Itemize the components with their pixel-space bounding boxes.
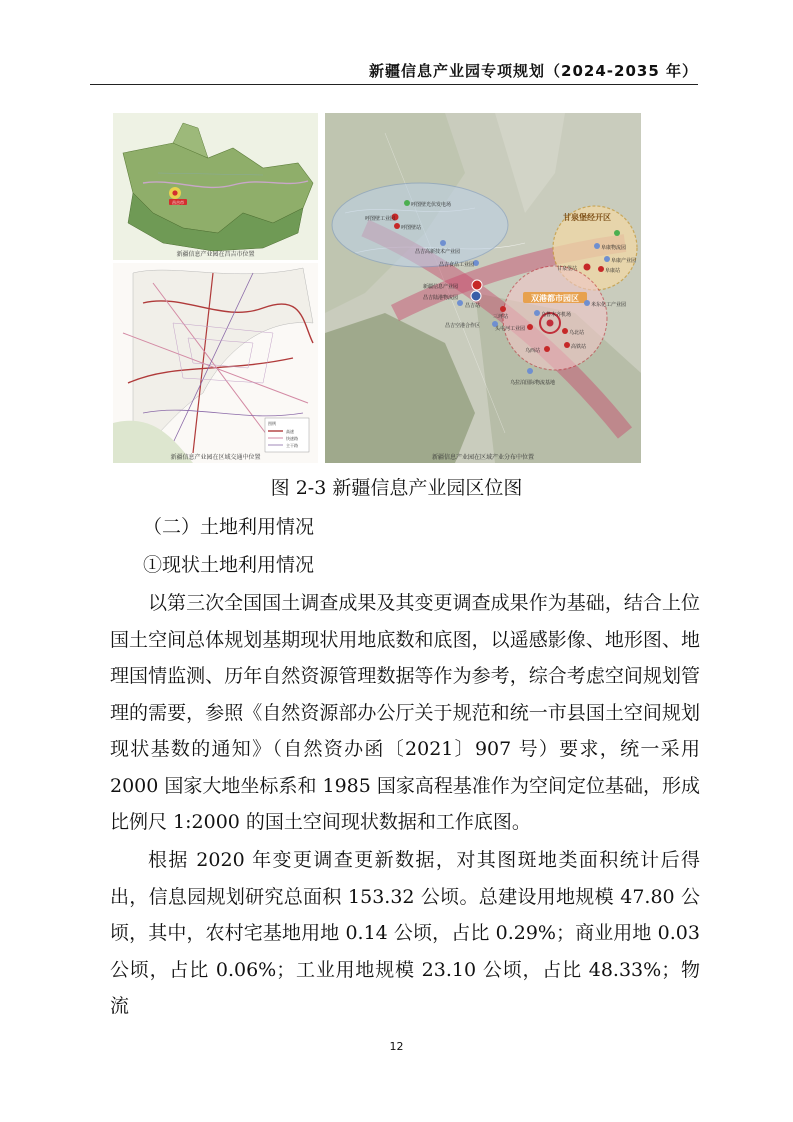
industry-map-image xyxy=(325,113,641,463)
label-changji-hitech: 昌吉高新技术产业园 xyxy=(415,249,461,255)
label-hutubi-station: 呼图壁站 xyxy=(401,225,422,231)
transport-legend-title: 图例 xyxy=(268,421,276,426)
label-wulabo-logistics: 乌拉泊国际物流基地 xyxy=(510,380,556,386)
transport-map-image xyxy=(113,263,318,463)
transport-location-caption: 新疆信息产业园在区域交通中位置 xyxy=(170,454,261,461)
label-fukang-logistics: 阜康物流园 xyxy=(601,245,627,251)
page-number: 12 xyxy=(389,1040,404,1053)
shuanggang-zone-label: 双港都市园区 xyxy=(531,294,579,303)
city-location-map xyxy=(113,113,318,260)
section-heading: （二）土地利用情况 xyxy=(143,516,315,538)
paragraph-2: 根据 2020 年变更调查更新数据，对其图斑地类面积统计后得出，信息园规划研究总面积 153.32 公顷。总建设用地规模 47.80 公顷，其中，农村宅基地用地 0.14 公顷，占比 0.29%；商业用地 0.03 公顷，占比 0.06%；工业用地规模 23.10 公顷，占比 48.33%；物流 xyxy=(110,849,700,1017)
industry-distribution-map xyxy=(325,113,641,463)
ganquanbao-zone-label: 甘泉堡经开区 xyxy=(563,213,611,222)
label-changji-food: 昌吉食品工业园 xyxy=(439,262,475,268)
label-toutunhe-industrial: 头屯河工业园 xyxy=(495,326,526,332)
label-ganquanbao-station: 甘泉堡站 xyxy=(557,266,578,272)
label-urumqi-airport: 乌鲁木齐机场 xyxy=(541,312,572,318)
label-midong-chemical: 米东化工产业园 xyxy=(591,302,627,308)
transport-location-map xyxy=(113,263,318,463)
label-urumqi-west: 乌西站 xyxy=(525,348,541,354)
industry-distribution-caption: 新疆信息产业园在区域产业分布中位置 xyxy=(431,454,534,461)
legend-item-arterial: 主干路 xyxy=(286,443,298,448)
label-fukang-station: 阜康站 xyxy=(605,268,621,274)
label-sanping-station: 三坪站 xyxy=(493,314,509,320)
label-changji-landport: 昌吉陆港物流园 xyxy=(423,295,459,301)
paragraph-1: 以第三次全国国土调查成果及其变更调查成果作为基础，结合上位国土空间总体规划基期现状用地底数和底图，以遥感影像、地形图、地理国情监测、历年自然资源管理数据等作为参考，综合考虑空间规划管理的需要，参照《自然资源部办公厅关于规范和统一市县国土空间规划现状基数的通知》（自然资办函〔2021〕907 号）要求，统一采用 2000 国家大地坐标系和 1985 国家高程基准作为空间定位基础，形成比例尺 1:2000 的国土空间现状数据和工作底图。 xyxy=(110,592,700,833)
legend-item-expressroad: 快速路 xyxy=(286,436,298,441)
header-rule xyxy=(90,84,698,85)
header-title: 新疆信息产业园专项规划（2024-2035 年） xyxy=(369,62,698,80)
city-location-map-image xyxy=(113,113,318,260)
label-hutubi-industrial: 呼图壁工业园 xyxy=(365,216,396,222)
label-xinjiang-info-park: 新疆信息产业园 xyxy=(423,284,459,290)
label-changji-station: 昌吉站 xyxy=(465,303,481,309)
label-urumqi-north: 乌北站 xyxy=(569,330,585,336)
label-hutubi-solar: 呼图壁光伏发电场 xyxy=(411,202,452,208)
label-hsr-station: 高铁站 xyxy=(571,344,587,350)
label-fukang-industrial: 阜康产业园 xyxy=(611,258,637,264)
figure-caption: 图 2-3 新疆信息产业园区位图 xyxy=(270,477,523,499)
subsection-heading: ①现状土地利用情况 xyxy=(143,554,315,576)
location-figure xyxy=(113,113,641,463)
label-changji-airport-zone: 昌吉空港合作区 xyxy=(445,323,481,329)
city-location-caption: 新疆信息产业园在昌吉市位置 xyxy=(176,251,255,258)
legend-item-expressway: 高速 xyxy=(286,429,294,434)
shuanggang-zone-circle xyxy=(503,266,607,370)
city-marker-label: 昌吉市 xyxy=(172,200,184,205)
